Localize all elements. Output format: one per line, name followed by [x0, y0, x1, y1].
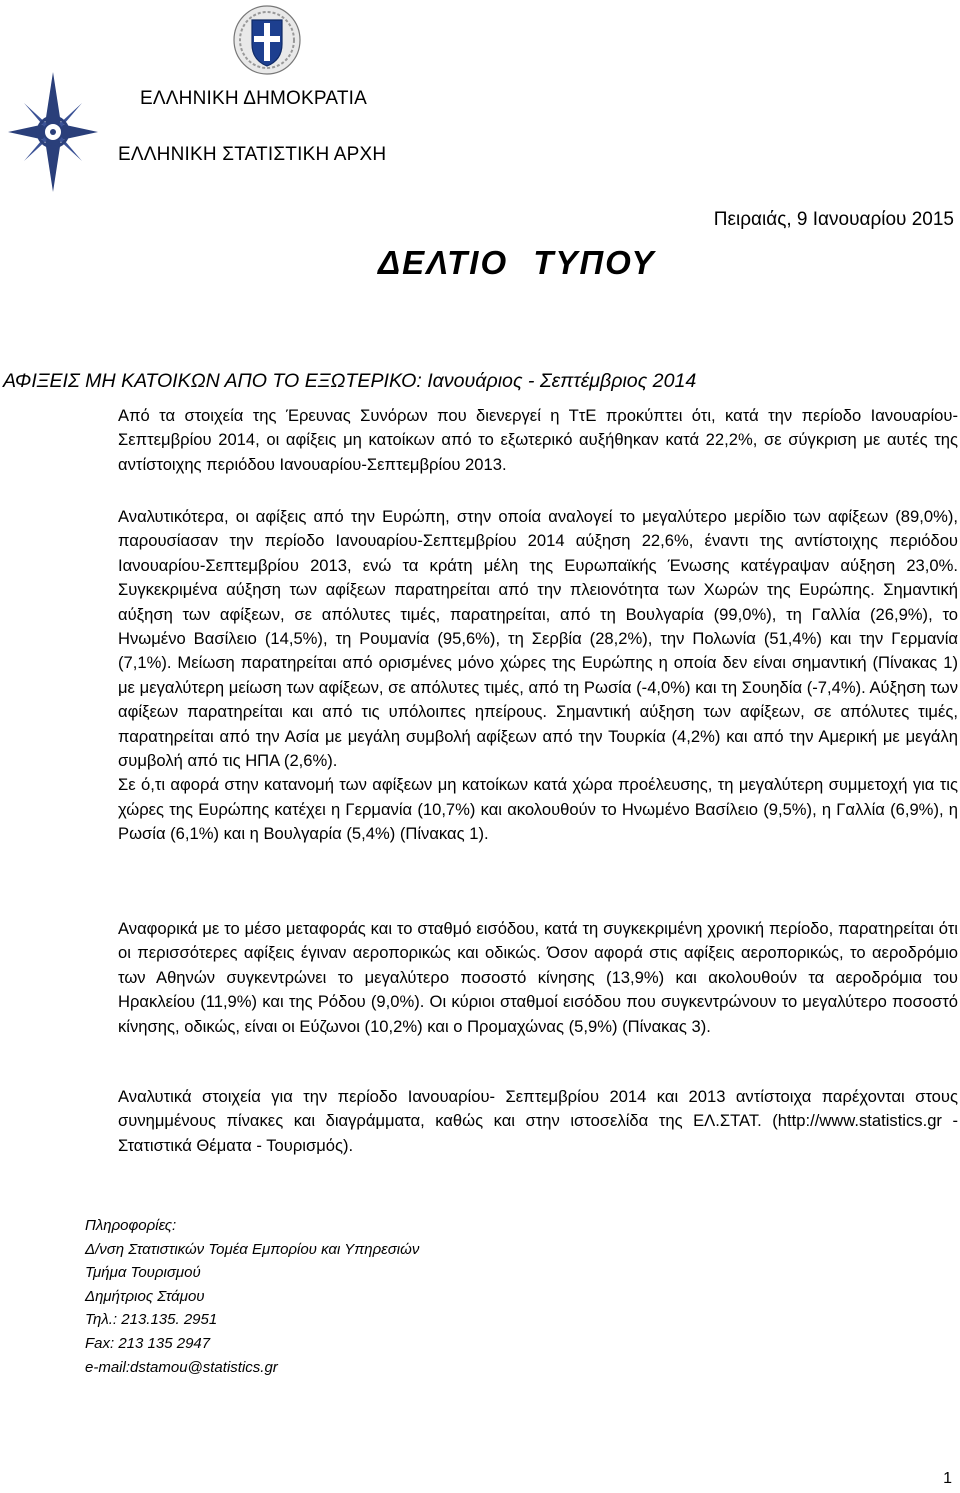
greek-coat-of-arms-icon	[232, 4, 302, 76]
contact-phone: Τηλ.: 213.135. 2951	[85, 1311, 218, 1329]
contact-label: Πληροφορίες:	[85, 1217, 177, 1234]
page-number: 1	[943, 1470, 952, 1487]
paragraph-europe	[118, 505, 958, 847]
compass-star-logo-icon	[8, 72, 98, 192]
contact-person: Δημήτριος Στάμου	[85, 1287, 205, 1305]
paragraph-text: Σε ό,τι αφορά στην κατανομή των αφίξεων μη κατοίκων κατά χώρα προέλευσης, τη μεγαλύτερη συμμετοχή για τις χώρες της Ευρώπης κατέχει η Γερμανία (10,7%) και ακολουθούν το Ηνωμένο Βασίλειο (9,5%), η Γαλλία (6,9%), η Ρωσία (6,1%) και η Βουλγαρία (5,4%) (Πίνακας 1).	[118, 775, 958, 844]
document-title: ΔΕΛΤΙΟ ΤΥΠΟΥ	[378, 244, 656, 281]
paragraph-details	[118, 1085, 958, 1158]
release-date: Πειραιάς, 9 Ιανουαρίου 2015	[713, 209, 954, 230]
contact-email: e-mail:dstamou@statistics.gr	[85, 1358, 278, 1376]
contact-fax: Fax: 213 135 2947	[85, 1334, 211, 1352]
headline: ΑΦΙΞΕΙΣ ΜΗ ΚΑΤΟΙΚΩΝ ΑΠΟ ΤΟ ΕΞΩΤΕΡΙΚΟ: Ιανουάριος - Σεπτέμβριος 2014	[3, 370, 697, 392]
paragraph-summary	[118, 404, 958, 477]
paragraph-text: Αναφορικά με το μέσο μεταφοράς και το σταθμό εισόδου, κατά τη συγκεκριμένη χρονική περίοδο, παρατηρείται ότι οι περισσότερες αφίξεις έγιναν αεροπορικώς και οδικώς. Όσον αφορά στις αφίξεις αεροπορικώς, το αεροδρόμιο των Αθηνών συγκεντρώνει το μεγαλύτερο ποσοστό κίνησης (13,9%) και ακολουθούν τα αεροδρόμια του Ηρακλείου (11,9%) και της Ρόδου (9,0%). Οι κύριοι σταθμοί εισόδου που συγκεντρώνουν το μεγαλύτερο ποσοστό κίνησης, οδικώς, είναι οι Εύζωνοι (10,2%) και ο Προμαχώνας (5,9%) (Πίνακας 3).	[118, 919, 958, 1036]
issuer-authority: ΕΛΛΗΝΙΚΗ ΣΤΑΤΙΣΤΙΚΗ ΑΡΧΗ	[118, 144, 387, 165]
paragraph-text: Αναλυτικότερα, οι αφίξεις από την Ευρώπη, στην οποία αναλογεί το μεγαλύτερο μερίδιο των αφίξεων (89,0%), παρουσίασαν την περίοδο Ιανουαρίου-Σεπτεμβρίου 2014 αύξηση 22,6%, έναντι της αντίστοιχης περιόδου Ιανουαρίου-Σεπτεμβρίου 2013, ενώ τα κράτη μέλη της Ευρωπαϊκής Ένωσης κατέγραψαν αύξηση 23,0%. Συγκεκριμένα αύξηση των αφίξεων παρατηρείται από την πλειονότητα των Χωρών της Ευρώπης. Σημαντική αύξηση των αφίξεων, σε απόλυτες τιμές, παρατηρείται, από τη Βουλγαρία (99,0%), τη Γαλλία (26,9%), το Ηνωμένο Βασίλειο (14,5%), τη Ρουμανία (95,6%), τη Σερβία (28,2%), την Πολωνία (51,4%) και την Γερμανία (7,1%). Μείωση παρατηρείται από ορισμένες μόνο χώρες της Ευρώπης η οποία δεν είναι σημαντική (Πίνακας 1) με μεγαλύτερη μείωση των αφίξεων, σε απόλυτες τιμές, από τη Ρωσία (-4,0%) και τη Σουηδία (-7,4%). Αύξηση των αφίξεων παρατηρείται και από τις υπόλοιπες ηπείρους. Σημαντική αύξηση των αφίξεων, σε απόλυτες τιμές, παρατηρείται από την Ασία με μεγάλη συμβολή αφίξεων από την Τουρκία (4,2%) και από την Αμερική με μεγάλη συμβολή από τις ΗΠΑ (2,6%).	[118, 507, 958, 771]
paragraph-text: Αναλυτικά στοιχεία για την περίοδο Ιανουαρίου- Σεπτεμβρίου 2014 και 2013 αντίστοιχα παρέχονται στους συνημμένους πίνακες και διαγράμματα, καθώς και στην ιστοσελίδα της ΕΛ.ΣΤΑΤ. (http://www.statistics.gr - Στατιστικά Θέματα - Τουρισμός).	[118, 1087, 958, 1155]
contact-department: Δ/νση Στατιστικών Τομέα Εμπορίου και Υπηρεσιών	[85, 1240, 420, 1258]
issuer-republic: ΕΛΛΗΝΙΚΗ ΔΗΜΟΚΡΑΤΙΑ	[140, 88, 367, 109]
paragraph-transport	[118, 917, 958, 1039]
contact-info	[85, 1214, 419, 1379]
contact-section: Τμήμα Τουρισμού	[85, 1264, 201, 1282]
paragraph-text: Από τα στοιχεία της Έρευνας Συνόρων που διενεργεί η ΤτΕ προκύπτει ότι, κατά την περίοδο Ιανουαρίου-Σεπτεμβρίου 2014, οι αφίξεις μη κατοίκων από το εξωτερικό αυξήθηκαν κατά 22,2%, σε σύγκριση με αυτές της αντίστοιχης περιόδου Ιανουαρίου-Σεπτεμβρίου 2013.	[118, 406, 958, 474]
